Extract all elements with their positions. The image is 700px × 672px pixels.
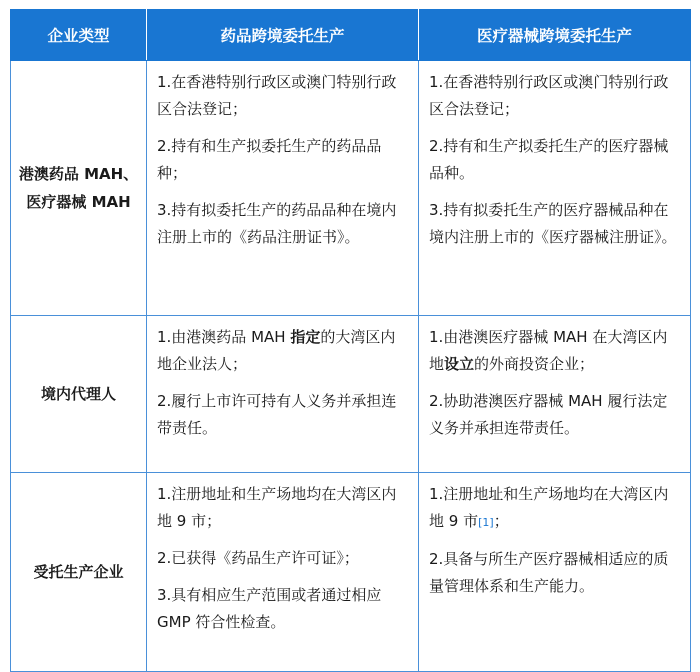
table-header-row: [11, 10, 691, 61]
drug-requirements-cell: [147, 316, 419, 473]
requirement-item: 2.具备与所生产医疗器械相适应的质量管理体系和生产能力。: [429, 550, 669, 595]
emphasis-text: 设立: [444, 355, 475, 373]
table-row: [11, 61, 691, 316]
requirement-item: 1.注册地址和生产场地均在大湾区内地 9 市；: [157, 485, 397, 530]
header-enterprise-type: 企业类型: [11, 10, 147, 61]
requirement-item: 1.由港澳医疗器械 MAH 在大湾区内地设立的外商投资企业；: [429, 328, 668, 373]
citation-link[interactable]: [1]: [478, 516, 494, 529]
comparison-table: [10, 9, 691, 672]
requirement-item: 3.持有拟委托生产的医疗器械品种在境内注册上市的《医疗器械注册证》。: [429, 201, 677, 246]
row-type-cell: 受托生产企业: [11, 473, 147, 672]
requirement-item: 2.已获得《药品生产许可证》；: [157, 549, 359, 567]
requirement-item: 2.持有和生产拟委托生产的药品品种；: [157, 137, 382, 182]
row-type-cell: 境内代理人: [11, 316, 147, 473]
table-row: [11, 473, 691, 672]
requirement-item: 2.持有和生产拟委托生产的医疗器械品种。: [429, 137, 669, 182]
requirement-item: 1.由港澳药品 MAH 指定的大湾区内地企业法人；: [157, 328, 396, 373]
requirement-item: 2.履行上市许可持有人义务并承担连带责任。: [157, 392, 397, 437]
drug-requirements-cell: [147, 473, 419, 672]
header-drug-cross-border: 药品跨境委托生产: [147, 10, 419, 61]
row-type-cell: 港澳药品 MAH、医疗器械 MAH: [11, 61, 147, 316]
device-requirements-cell: [419, 61, 691, 316]
requirement-item: 1.在香港特别行政区或澳门特别行政区合法登记；: [429, 73, 669, 118]
emphasis-text: 指定: [290, 328, 321, 346]
table-row: [11, 316, 691, 473]
requirement-item: 1.注册地址和生产场地均在大湾区内地 9 市[1]；: [429, 485, 669, 530]
requirement-item: 3.具有相应生产范围或者通过相应 GMP 符合性检查。: [157, 586, 382, 631]
device-requirements-cell: [419, 316, 691, 473]
comparison-table-container: [10, 9, 690, 672]
requirement-item: 2.协助港澳医疗器械 MAH 履行法定义务并承担连带责任。: [429, 392, 668, 437]
device-requirements-cell: [419, 473, 691, 672]
header-device-cross-border: 医疗器械跨境委托生产: [419, 10, 691, 61]
requirement-item: 1.在香港特别行政区或澳门特别行政区合法登记；: [157, 73, 397, 118]
requirement-item: 3.持有拟委托生产的药品品种在境内注册上市的《药品注册证书》。: [157, 201, 397, 246]
drug-requirements-cell: [147, 61, 419, 316]
